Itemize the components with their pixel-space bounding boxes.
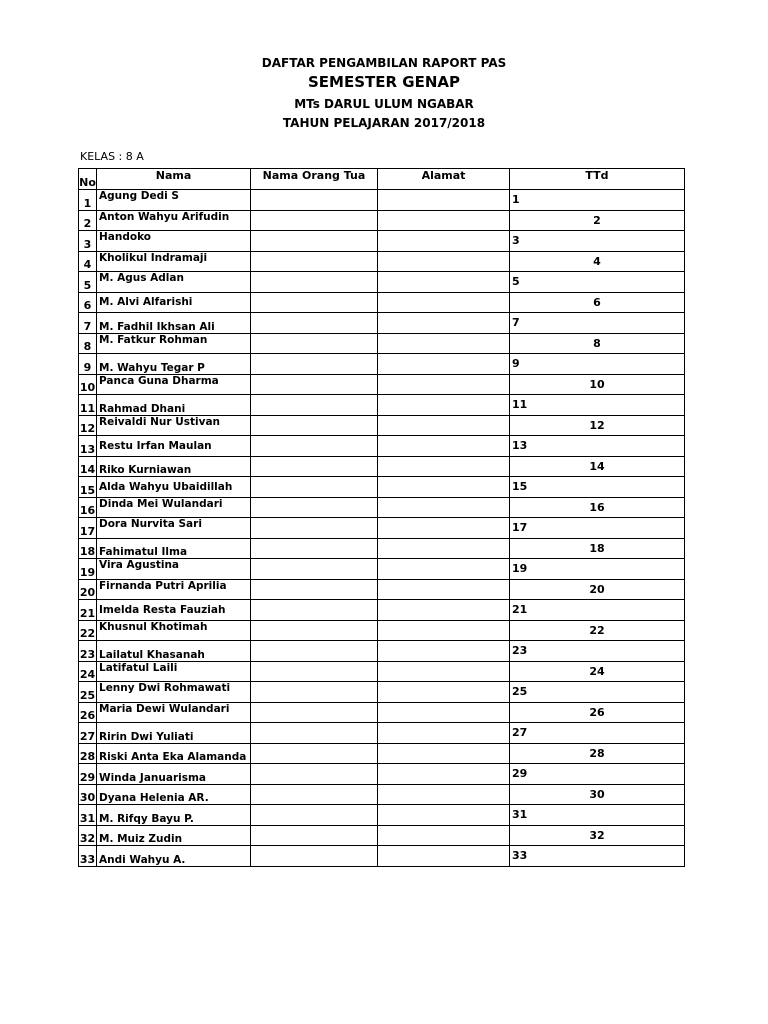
row-number: 33 <box>79 846 97 867</box>
signature-number: 25 <box>512 685 528 699</box>
row-number: 25 <box>79 682 97 703</box>
parent-name-cell[interactable] <box>251 292 378 313</box>
address-cell[interactable] <box>378 579 510 600</box>
student-name: Khusnul Khotimah <box>97 620 251 641</box>
address-cell[interactable] <box>378 210 510 231</box>
table-row <box>79 559 685 580</box>
table-row <box>79 415 685 436</box>
row-number: 16 <box>79 497 97 518</box>
student-name: Alda Wahyu Ubaidillah <box>97 477 251 498</box>
row-number: 3 <box>79 231 97 252</box>
academic-year: TAHUN PELAJARAN 2017/2018 <box>282 116 486 130</box>
table-row <box>79 477 685 498</box>
signature-cell[interactable] <box>510 395 685 416</box>
table-row <box>79 702 685 723</box>
address-cell[interactable] <box>378 292 510 313</box>
address-cell[interactable] <box>378 333 510 354</box>
student-name: M. Alvi Alfarishi <box>97 292 251 313</box>
table-row <box>79 723 685 744</box>
signature-number: 30 <box>589 787 605 801</box>
student-name: Vira Agustina <box>97 559 251 580</box>
table-row <box>79 354 685 375</box>
signature-number: 22 <box>589 623 605 637</box>
table-row <box>79 333 685 354</box>
student-name: Firnanda Putri Aprilia <box>97 579 251 600</box>
signature-cell[interactable] <box>510 292 685 313</box>
parent-name-cell[interactable] <box>251 805 378 826</box>
student-name: Latifatul Laili <box>97 661 251 682</box>
row-number: 1 <box>79 190 97 211</box>
student-name: Dyana Helenia AR. <box>97 784 251 805</box>
address-cell[interactable] <box>378 538 510 559</box>
student-name: Imelda Resta Fauziah <box>97 600 251 621</box>
table-row <box>79 641 685 662</box>
student-name: Ririn Dwi Yuliati <box>97 723 251 744</box>
student-name: Rahmad Dhani <box>97 395 251 416</box>
parent-name-cell[interactable] <box>251 415 378 436</box>
signature-number: 19 <box>512 562 528 576</box>
document-title: DAFTAR PENGAMBILAN RAPORT PAS <box>261 56 507 70</box>
pickup-roster-table <box>78 168 685 867</box>
address-cell[interactable] <box>378 682 510 703</box>
student-name: M. Wahyu Tegar P <box>97 354 251 375</box>
table-row <box>79 784 685 805</box>
row-number: 11 <box>79 395 97 416</box>
signature-number: 1 <box>512 193 520 207</box>
column-header-alamat: Alamat <box>378 169 510 190</box>
row-number: 8 <box>79 333 97 354</box>
class-label: KELAS : 8 A <box>80 150 144 163</box>
column-header-nama: Nama <box>97 169 251 190</box>
signature-cell[interactable] <box>510 354 685 375</box>
column-header-nama-orang-tua: Nama Orang Tua <box>251 169 378 190</box>
student-name: Dinda Mei Wulandari <box>97 497 251 518</box>
row-number: 5 <box>79 272 97 293</box>
address-cell[interactable] <box>378 600 510 621</box>
address-cell[interactable] <box>378 661 510 682</box>
student-name: Dora Nurvita Sari <box>97 518 251 539</box>
signature-cell[interactable] <box>510 641 685 662</box>
table-row <box>79 497 685 518</box>
parent-name-cell[interactable] <box>251 497 378 518</box>
parent-name-cell[interactable] <box>251 538 378 559</box>
parent-name-cell[interactable] <box>251 477 378 498</box>
student-name: M. Fadhil Ikhsan Ali <box>97 313 251 334</box>
table-row <box>79 292 685 313</box>
address-cell[interactable] <box>378 620 510 641</box>
parent-name-cell[interactable] <box>251 641 378 662</box>
signature-cell[interactable] <box>510 846 685 867</box>
address-cell[interactable] <box>378 518 510 539</box>
parent-name-cell[interactable] <box>251 620 378 641</box>
address-cell[interactable] <box>378 743 510 764</box>
signature-number: 28 <box>589 746 605 760</box>
row-number: 17 <box>79 518 97 539</box>
table-row <box>79 518 685 539</box>
table-row <box>79 313 685 334</box>
address-cell[interactable] <box>378 395 510 416</box>
row-number: 13 <box>79 436 97 457</box>
parent-name-cell[interactable] <box>251 456 378 477</box>
address-cell[interactable] <box>378 559 510 580</box>
student-name: Reivaldi Nur Ustivan <box>97 415 251 436</box>
signature-cell[interactable] <box>510 456 685 477</box>
student-name: Agung Dedi S <box>97 190 251 211</box>
row-number: 2 <box>79 210 97 231</box>
row-number: 27 <box>79 723 97 744</box>
table-row <box>79 251 685 272</box>
parent-name-cell[interactable] <box>251 784 378 805</box>
row-number: 28 <box>79 743 97 764</box>
table-row <box>79 620 685 641</box>
signature-number: 33 <box>512 849 528 863</box>
student-name: M. Agus Adlan <box>97 272 251 293</box>
address-cell[interactable] <box>378 641 510 662</box>
signature-cell[interactable] <box>510 579 685 600</box>
table-row <box>79 190 685 211</box>
address-cell[interactable] <box>378 497 510 518</box>
student-name: Restu Irfan Maulan <box>97 436 251 457</box>
parent-name-cell[interactable] <box>251 436 378 457</box>
row-number: 15 <box>79 477 97 498</box>
parent-name-cell[interactable] <box>251 190 378 211</box>
address-cell[interactable] <box>378 825 510 846</box>
row-number: 4 <box>79 251 97 272</box>
signature-cell[interactable] <box>510 682 685 703</box>
parent-name-cell[interactable] <box>251 702 378 723</box>
roster-body <box>79 190 685 867</box>
signature-cell[interactable] <box>510 702 685 723</box>
parent-name-cell[interactable] <box>251 395 378 416</box>
column-header-no: No <box>79 169 97 190</box>
table-row <box>79 825 685 846</box>
parent-name-cell[interactable] <box>251 825 378 846</box>
address-cell[interactable] <box>378 477 510 498</box>
parent-name-cell[interactable] <box>251 354 378 375</box>
signature-cell[interactable] <box>510 477 685 498</box>
signature-cell[interactable] <box>510 374 685 395</box>
address-cell[interactable] <box>378 805 510 826</box>
signature-cell[interactable] <box>510 764 685 785</box>
signature-cell[interactable] <box>510 231 685 252</box>
parent-name-cell[interactable] <box>251 661 378 682</box>
address-cell[interactable] <box>378 354 510 375</box>
row-number: 20 <box>79 579 97 600</box>
parent-name-cell[interactable] <box>251 313 378 334</box>
table-row <box>79 374 685 395</box>
table-row <box>79 805 685 826</box>
signature-number: 2 <box>593 213 601 227</box>
student-name: Andi Wahyu A. <box>97 846 251 867</box>
address-cell[interactable] <box>378 846 510 867</box>
student-name: Fahimatul Ilma <box>97 538 251 559</box>
student-name: Lailatul Khasanah <box>97 641 251 662</box>
row-number: 12 <box>79 415 97 436</box>
signature-number: 5 <box>512 275 520 289</box>
parent-name-cell[interactable] <box>251 210 378 231</box>
signature-cell[interactable] <box>510 415 685 436</box>
signature-cell[interactable] <box>510 210 685 231</box>
signature-number: 15 <box>512 480 528 494</box>
column-header-ttd: TTd <box>510 169 685 190</box>
row-number: 26 <box>79 702 97 723</box>
student-name: Panca Guna Dharma <box>97 374 251 395</box>
table-row <box>79 210 685 231</box>
signature-cell[interactable] <box>510 333 685 354</box>
signature-cell[interactable] <box>510 723 685 744</box>
signature-number: 21 <box>512 603 528 617</box>
signature-cell[interactable] <box>510 436 685 457</box>
address-cell[interactable] <box>378 251 510 272</box>
parent-name-cell[interactable] <box>251 518 378 539</box>
row-number: 30 <box>79 784 97 805</box>
table-row <box>79 395 685 416</box>
row-number: 22 <box>79 620 97 641</box>
row-number: 21 <box>79 600 97 621</box>
row-number: 32 <box>79 825 97 846</box>
student-name: Riko Kurniawan <box>97 456 251 477</box>
signature-cell[interactable] <box>510 251 685 272</box>
parent-name-cell[interactable] <box>251 846 378 867</box>
signature-cell[interactable] <box>510 805 685 826</box>
student-name: Handoko <box>97 231 251 252</box>
signature-cell[interactable] <box>510 190 685 211</box>
table-row <box>79 661 685 682</box>
student-name: M. Rifqy Bayu P. <box>97 805 251 826</box>
table-row <box>79 682 685 703</box>
signature-number: 20 <box>589 582 605 596</box>
student-name: Anton Wahyu Arifudin <box>97 210 251 231</box>
document-header <box>0 54 768 133</box>
parent-name-cell[interactable] <box>251 579 378 600</box>
table-row <box>79 600 685 621</box>
signature-number: 11 <box>512 398 528 412</box>
row-number: 6 <box>79 292 97 313</box>
signature-number: 3 <box>512 234 520 248</box>
parent-name-cell[interactable] <box>251 333 378 354</box>
signature-cell[interactable] <box>510 600 685 621</box>
signature-cell[interactable] <box>510 497 685 518</box>
table-header-row <box>79 169 685 190</box>
address-cell[interactable] <box>378 272 510 293</box>
signature-number: 8 <box>593 336 601 350</box>
table-row <box>79 743 685 764</box>
table-row <box>79 456 685 477</box>
signature-number: 23 <box>512 644 528 658</box>
signature-cell[interactable] <box>510 620 685 641</box>
signature-cell[interactable] <box>510 559 685 580</box>
signature-number: 4 <box>593 254 601 268</box>
row-number: 31 <box>79 805 97 826</box>
row-number: 23 <box>79 641 97 662</box>
address-cell[interactable] <box>378 723 510 744</box>
address-cell[interactable] <box>378 456 510 477</box>
signature-number: 18 <box>589 541 605 555</box>
signature-number: 26 <box>589 705 605 719</box>
address-cell[interactable] <box>378 784 510 805</box>
row-number: 14 <box>79 456 97 477</box>
address-cell[interactable] <box>378 436 510 457</box>
parent-name-cell[interactable] <box>251 600 378 621</box>
row-number: 9 <box>79 354 97 375</box>
address-cell[interactable] <box>378 764 510 785</box>
signature-number: 13 <box>512 439 528 453</box>
row-number: 24 <box>79 661 97 682</box>
student-name: Lenny Dwi Rohmawati <box>97 682 251 703</box>
parent-name-cell[interactable] <box>251 231 378 252</box>
signature-number: 31 <box>512 808 528 822</box>
student-name: Kholikul Indramaji <box>97 251 251 272</box>
signature-cell[interactable] <box>510 313 685 334</box>
parent-name-cell[interactable] <box>251 559 378 580</box>
row-number: 7 <box>79 313 97 334</box>
signature-number: 14 <box>589 459 605 473</box>
signature-cell[interactable] <box>510 272 685 293</box>
signature-number: 24 <box>589 664 605 678</box>
table-row <box>79 579 685 600</box>
signature-cell[interactable] <box>510 518 685 539</box>
address-cell[interactable] <box>378 702 510 723</box>
parent-name-cell[interactable] <box>251 764 378 785</box>
signature-cell[interactable] <box>510 743 685 764</box>
parent-name-cell[interactable] <box>251 251 378 272</box>
school-name: MTs DARUL ULUM NGABAR <box>294 97 474 111</box>
student-name: M. Muiz Zudin <box>97 825 251 846</box>
parent-name-cell[interactable] <box>251 723 378 744</box>
parent-name-cell[interactable] <box>251 374 378 395</box>
address-cell[interactable] <box>378 313 510 334</box>
semester-title: SEMESTER GENAP <box>308 73 460 91</box>
signature-number: 10 <box>589 377 605 391</box>
signature-cell[interactable] <box>510 784 685 805</box>
parent-name-cell[interactable] <box>251 743 378 764</box>
signature-number: 29 <box>512 767 528 781</box>
signature-number: 9 <box>512 357 520 371</box>
table-row <box>79 764 685 785</box>
signature-cell[interactable] <box>510 538 685 559</box>
address-cell[interactable] <box>378 190 510 211</box>
address-cell[interactable] <box>378 374 510 395</box>
table-row <box>79 846 685 867</box>
parent-name-cell[interactable] <box>251 682 378 703</box>
row-number: 18 <box>79 538 97 559</box>
signature-number: 7 <box>512 316 520 330</box>
table-row <box>79 538 685 559</box>
signature-number: 17 <box>512 521 528 535</box>
signature-number: 16 <box>589 500 605 514</box>
signature-cell[interactable] <box>510 825 685 846</box>
signature-number: 12 <box>589 418 605 432</box>
student-name: Riski Anta Eka Alamanda <box>97 743 251 764</box>
table-row <box>79 272 685 293</box>
row-number: 29 <box>79 764 97 785</box>
row-number: 10 <box>79 374 97 395</box>
student-name: Maria Dewi Wulandari <box>97 702 251 723</box>
table-row <box>79 231 685 252</box>
table-row <box>79 436 685 457</box>
row-number: 19 <box>79 559 97 580</box>
signature-number: 32 <box>589 828 605 842</box>
address-cell[interactable] <box>378 231 510 252</box>
student-name: Winda Januarisma <box>97 764 251 785</box>
signature-number: 27 <box>512 726 528 740</box>
address-cell[interactable] <box>378 415 510 436</box>
parent-name-cell[interactable] <box>251 272 378 293</box>
signature-number: 6 <box>593 295 601 309</box>
signature-cell[interactable] <box>510 661 685 682</box>
student-name: M. Fatkur Rohman <box>97 333 251 354</box>
